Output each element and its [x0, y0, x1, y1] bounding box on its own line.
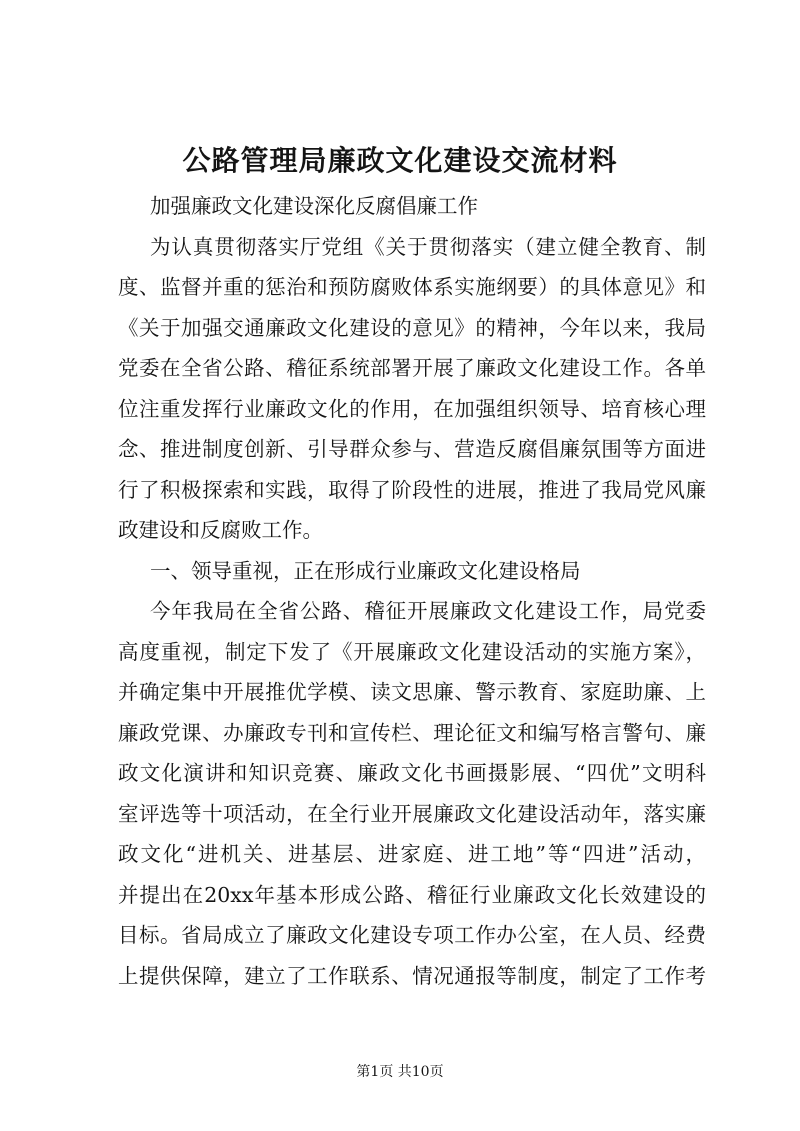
paragraph-line: 廉政党课、办廉政专刊和宣传栏、理论征文和编写格言警句、廉 — [118, 720, 706, 745]
paragraph-line: 上提供保障，建立了工作联系、情况通报等制度，制定了工作考 — [118, 963, 706, 988]
paragraph-line: 为认真贯彻落实厅党组《关于贯彻落实（建立健全教育、制 — [150, 234, 706, 259]
subtitle-line: 加强廉政文化建设深化反腐倡廉工作 — [150, 194, 478, 218]
paragraph-line: 行了积极探索和实践，取得了阶段性的进展，推进了我局党风廉 — [118, 477, 706, 502]
paragraph-line: 并提出在20xx年基本形成公路、稽征行业廉政文化长效建设的 — [118, 882, 706, 907]
paragraph-line: 念、推进制度创新、引导群众参与、营造反腐倡廉氛围等方面进 — [118, 437, 706, 461]
paragraph-line: 政建设和反腐败工作。 — [118, 518, 323, 542]
document-title: 公路管理局廉政文化建设交流材料 — [182, 144, 618, 177]
page-footer: 第1页 共10页 — [356, 1064, 444, 1080]
paragraph-line: 度、监督并重的惩治和预防腐败体系实施纲要）的具体意见》和 — [118, 275, 706, 299]
paragraph-line: 并确定集中开展推优学模、读文思廉、警示教育、家庭助廉、上 — [118, 680, 706, 704]
paragraph-line: 目标。省局成立了廉政文化建设专项工作办公室，在人员、经费 — [118, 923, 706, 947]
paragraph-line: 高度重视，制定下发了《开展廉政文化建设活动的实施方案》， — [118, 639, 706, 664]
paragraph-line: 《关于加强交通廉政文化建设的意见》的精神，今年以来，我局 — [118, 315, 706, 340]
section-heading: 一、领导重视，正在形成行业廉政文化建设格局 — [150, 558, 581, 583]
paragraph-line: 室评选等十项活动，在全行业开展廉政文化建设活动年，落实廉 — [118, 801, 706, 826]
paragraph-line: 政文化“进机关、进基层、进家庭、进工地”等“四进”活动， — [118, 842, 706, 866]
document-body — [118, 186, 706, 996]
paragraph-line: 政文化演讲和知识竞赛、廉政文化书画摄影展、“四优”文明科 — [118, 761, 706, 785]
paragraph-line: 位注重发挥行业廉政文化的作用，在加强组织领导、培育核心理 — [118, 396, 706, 421]
paragraph-line: 今年我局在全省公路、稽征开展廉政文化建设工作，局党委 — [150, 599, 706, 623]
paragraph-line: 党委在全省公路、稽征系统部署开展了廉政文化建设工作。各单 — [118, 356, 706, 380]
